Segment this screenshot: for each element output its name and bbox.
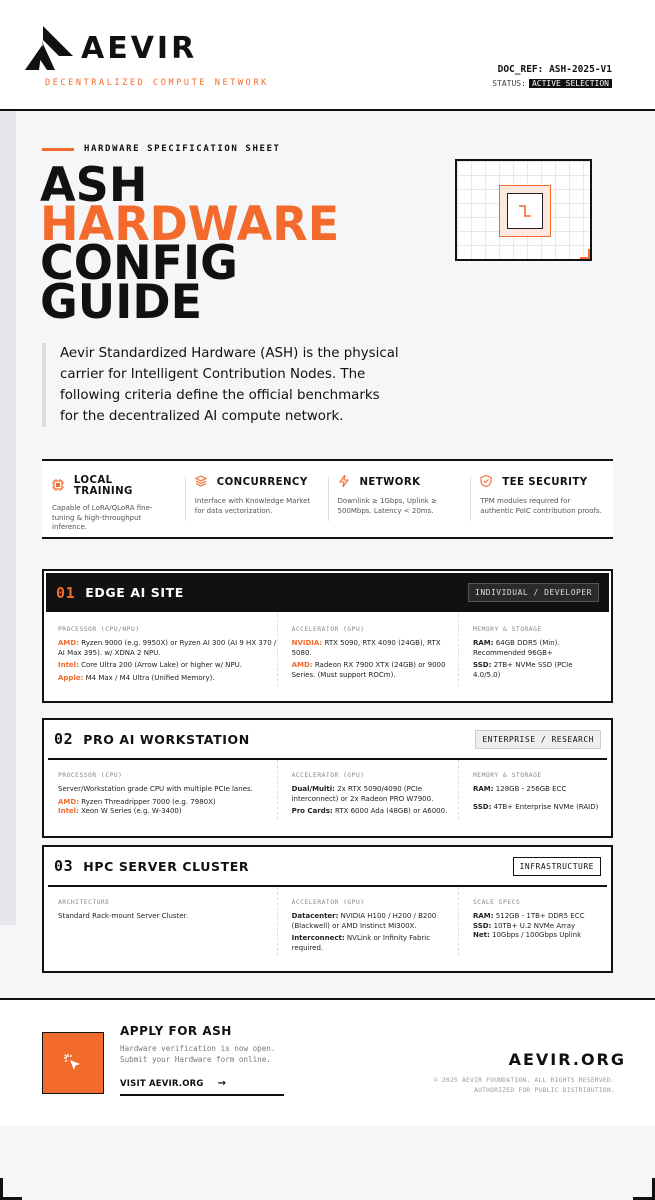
tier-title: [54, 730, 250, 748]
tier-col-processor: [54, 614, 277, 686]
chip-icon: [499, 185, 551, 237]
spec-line: [292, 785, 458, 804]
spec-value: 10TB+ U.2 NVMe Array: [491, 921, 576, 930]
spec-key: RAM:: [473, 639, 494, 647]
spec-value: Core Ultra 200 (Arrow Lake) or higher w/ NPU.: [78, 661, 242, 670]
spec-line: [473, 922, 601, 932]
spec-line: [292, 639, 458, 658]
feature-desc: Downlink ≥ 1Gbps, Uplink ≥ 500Mbps. Latency < 20ms.: [337, 497, 437, 515]
spec-value: Ryzen 9000 (e.g. 9950X) or Ryzen AI 300 (AI 9 HX 370 / AI Max 395). w/ XDNA 2 NPU.: [58, 639, 277, 657]
page-header: [0, 0, 655, 111]
hero-description: Aevir Standardized Hardware (ASH) is the physical carrier for Intelligent Contribution Nodes. The following criteria define the official benchmarks for the decentralized AI compute network.: [42, 343, 402, 427]
tier-tag: ENTERPRISE / RESEARCH: [475, 730, 601, 749]
spec-value: Radeon RX 7900 XTX (24GB) or 9000 Series. (Must support ROCm).: [291, 661, 446, 679]
spec-key: Datacenter:: [291, 912, 339, 920]
spec-value: 64GB DDR5 (Min). Recommended 96GB+: [473, 639, 560, 657]
col-label: SCALE SPECS: [473, 899, 521, 906]
brand-logo: [25, 26, 197, 70]
title-line-3: CONFIG: [40, 236, 238, 291]
feature-title: LOCAL TRAINING: [73, 475, 133, 497]
apply-title: APPLY FOR ASH: [120, 1024, 232, 1038]
title-line-2: HARDWARE: [40, 197, 340, 252]
tier-header: [44, 720, 611, 758]
aevir-logo-icon: [25, 26, 73, 70]
visit-site-link[interactable]: [120, 1079, 284, 1096]
kicker-rule: [42, 148, 74, 151]
feature-title: NETWORK: [359, 477, 421, 488]
spec-line: Standard Rack-mount Server Cluster.: [58, 912, 189, 920]
arrow-right-icon: →: [217, 1078, 227, 1089]
spec-key: Dual/Multi:: [291, 785, 335, 793]
tier-col-architecture: [54, 887, 277, 956]
tier-body: [44, 887, 611, 956]
spec-line: [292, 912, 458, 931]
title-line-1: ASH: [40, 158, 148, 213]
tier-hpc-server-cluster: [42, 845, 613, 973]
spec-value: M4 Max / M4 Ultra (Unified Memory).: [83, 673, 215, 682]
tier-col-accelerator: [277, 887, 458, 956]
spec-value: 2x RTX 5090/4090 (PCIe interconnect) or 2x Radeon PRO W7900.: [291, 785, 434, 803]
col-label: ACCELERATOR (GPU): [291, 899, 365, 906]
feature-network: [328, 461, 471, 537]
tier-number: 01: [56, 583, 76, 602]
spec-key: Interconnect:: [291, 934, 345, 943]
spec-value: 2TB+ NVMe SSD (PCIe 4.0/5.0): [473, 661, 573, 679]
tier-name: EDGE AI SITE: [85, 585, 184, 600]
spec-line: [473, 785, 601, 795]
chip-illustration: [455, 159, 592, 261]
copyright-line: © 2025 AEVIR FOUNDATION. ALL RIGHTS RESERVED.: [433, 1077, 615, 1084]
tier-title: [56, 584, 184, 602]
apply-cta-icon[interactable]: [42, 1032, 104, 1094]
spec-line: [58, 639, 277, 658]
corner-bracket-br: [633, 1178, 655, 1200]
tier-header: [46, 573, 609, 612]
tier-body: [44, 760, 611, 820]
col-label: ACCELERATOR (GPU): [291, 772, 365, 779]
col-label: ACCELERATOR (GPU): [291, 626, 365, 633]
spec-line: [292, 934, 458, 953]
copyright: [434, 1076, 615, 1096]
chip-core: [507, 193, 543, 229]
col-label: MEMORY & STORAGE: [473, 626, 542, 633]
col-label: PROCESSOR (CPU/NPU): [58, 626, 140, 633]
feature-strip: [42, 459, 613, 539]
left-accent-strip: [0, 111, 16, 925]
spec-key: AMD:: [58, 797, 79, 806]
tier-tag: INFRASTRUCTURE: [513, 857, 601, 876]
tier-tag: INDIVIDUAL / DEVELOPER: [468, 583, 599, 602]
spec-key: Pro Cards:: [291, 807, 333, 816]
spec-line: [473, 912, 601, 922]
tier-number: 03: [54, 857, 74, 875]
spec-key: SSD:: [473, 802, 492, 811]
tier-body: [44, 614, 611, 686]
spec-line: [292, 661, 458, 680]
spec-line: [292, 807, 458, 817]
spec-key: RAM:: [473, 912, 494, 920]
tier-pro-ai-workstation: [42, 718, 613, 838]
spec-value: 512GB - 1TB+ DDR5 ECC: [493, 912, 585, 920]
spec-key: RAM:: [473, 785, 494, 793]
spec-value: 10Gbps / 100Gbps Uplink: [489, 931, 582, 940]
spec-line: [58, 661, 277, 671]
feature-title: CONCURRENCY: [216, 477, 308, 488]
spec-key: Intel:: [58, 807, 79, 816]
feature-desc: Capable of LoRA/QLoRA fine-tuning & high-throughput inference.: [52, 504, 153, 531]
spec-value: 4TB+ Enterprise NVMe (RAID): [491, 802, 599, 811]
logo-wordmark: AEVIR: [81, 30, 198, 66]
tier-name: HPC SERVER CLUSTER: [83, 858, 250, 874]
tier-title: [54, 857, 249, 875]
spec-key: AMD:: [58, 639, 79, 647]
spec-value: 128GB - 256GB ECC: [493, 785, 567, 793]
spec-key: Net:: [473, 931, 490, 940]
tier-col-accelerator: [277, 760, 458, 820]
spec-key: SSD:: [473, 661, 492, 670]
feature-local-training: [42, 461, 185, 537]
apply-text-line: Submit your Hardware form online.: [120, 1055, 271, 1064]
spec-value: NVLink or Infinity Fabric required.: [291, 934, 431, 952]
spec-value: RTX 6000 Ada (48GB) or A6000.: [332, 807, 448, 816]
title-line-4: GUIDE: [40, 275, 203, 330]
cpu-icon: [52, 479, 66, 494]
tier-col-processor: [54, 760, 277, 820]
spec-line: [58, 807, 277, 817]
spec-key: Apple:: [58, 673, 84, 682]
col-label: ARCHITECTURE: [58, 899, 110, 906]
spec-line: [58, 674, 277, 684]
kicker-text: HARDWARE SPECIFICATION SHEET: [84, 144, 281, 154]
brand-tagline: DECENTRALIZED COMPUTE NETWORK: [45, 78, 269, 88]
spec-line: [473, 803, 601, 813]
site-url[interactable]: AEVIR.ORG: [508, 1050, 626, 1069]
tier-header: [44, 847, 611, 885]
chip-glyph-icon: [517, 203, 533, 219]
apply-text-line: Hardware verification is now open.: [120, 1044, 276, 1053]
feature-tee-security: [470, 461, 613, 537]
spec-key: NVIDIA:: [291, 639, 323, 647]
page-footer: [0, 998, 655, 1126]
tier-col-scale: [458, 887, 601, 956]
cursor-click-icon: [61, 1051, 85, 1075]
tier-edge-ai-site: [42, 569, 613, 703]
col-label: MEMORY & STORAGE: [473, 772, 542, 779]
copyright-line: AUTHORIZED FOR PUBLIC DISTRIBUTION.: [474, 1087, 615, 1094]
spec-value: RTX 5090, RTX 4090 (24GB), RTX 5080.: [291, 639, 441, 657]
apply-text: [120, 1043, 275, 1065]
status-label: STATUS:: [492, 79, 526, 88]
status-badge: ACTIVE SELECTION: [529, 79, 612, 88]
spec-value: Xeon W Series (e.g. W-3400): [78, 807, 182, 816]
spec-line: [473, 661, 601, 680]
hero-kicker: [42, 144, 281, 154]
tier-col-memory: [458, 760, 601, 820]
layers-icon: [195, 475, 209, 490]
spec-key: SSD:: [473, 921, 492, 930]
shield-icon: [480, 475, 494, 490]
spec-line: [473, 931, 601, 941]
spec-line: [473, 639, 601, 658]
corner-bracket-bl: [0, 1178, 22, 1200]
spec-line: Server/Workstation grade CPU with multiple PCIe lanes.: [58, 785, 253, 793]
spec-value: Ryzen Threadripper 7000 (e.g. 7980X): [79, 797, 216, 806]
tier-col-accelerator: [277, 614, 458, 686]
tier-col-memory: [458, 614, 601, 686]
spec-key: Intel:: [58, 661, 79, 670]
lightning-icon: [338, 475, 352, 490]
doc-status: [492, 79, 612, 88]
tier-number: 02: [54, 730, 74, 748]
doc-reference: DOC_REF: ASH-2025-V1: [497, 64, 612, 75]
feature-concurrency: [185, 461, 328, 537]
visit-link-label: VISIT AEVIR.ORG: [120, 1079, 204, 1089]
spec-line: [58, 798, 277, 808]
tier-name: PRO AI WORKSTATION: [83, 731, 250, 747]
col-label: PROCESSOR (CPU): [58, 772, 123, 779]
spec-value: NVIDIA H100 / H200 / B200 (Blackwell) or AMD Instinct MI300X.: [291, 912, 437, 930]
feature-desc: Interface with Knowledge Market for data vectorization.: [194, 497, 311, 515]
spec-key: AMD:: [291, 661, 313, 670]
feature-desc: TPM modules required for authentic PoIC contribution proofs.: [480, 497, 602, 515]
page-title: [40, 158, 340, 330]
feature-title: TEE SECURITY: [502, 477, 588, 488]
chip-card-accent: [580, 249, 590, 259]
